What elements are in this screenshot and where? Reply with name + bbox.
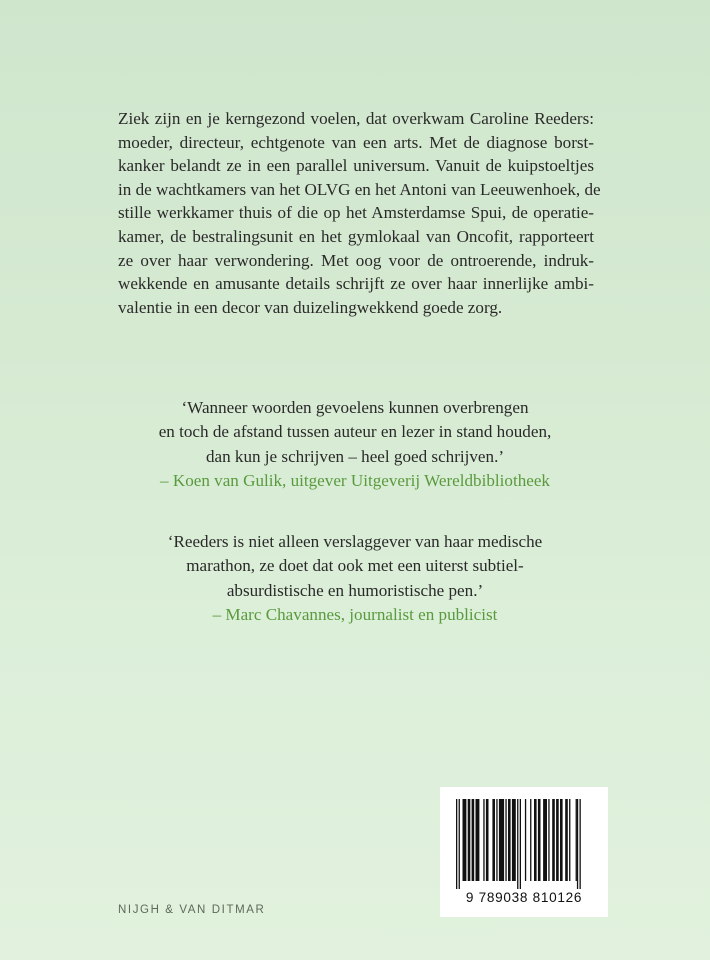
- blurb-line: in de wachtkamers van het OLVG en het Antoni van Leeuwenhoek, de: [118, 179, 601, 199]
- barcode-bar: [472, 799, 475, 881]
- quote-line: marathon, ze doet dat ook met een uiterst subtiel-: [186, 556, 524, 576]
- quote-line: en toch de afstand tussen auteur en lezer in stand houden,: [158, 422, 552, 442]
- quote-attribution: – Marc Chavannes, journalist en publicist: [212, 605, 498, 625]
- blurb-line: wekkende en amusante details schrijft ze over haar innerlijke ambi-: [118, 274, 594, 294]
- blurb-paragraph: [118, 107, 601, 319]
- barcode-bar: [534, 799, 537, 881]
- barcode-bar: [520, 799, 521, 889]
- barcode-bar: [565, 799, 568, 881]
- barcode-bar: [556, 799, 559, 881]
- barcode-bar: [577, 799, 578, 889]
- blurb-line: kamer, de bestralingsunit en het gymlokaal van Oncofit, rapporteert: [118, 226, 594, 246]
- barcode-bar: [459, 799, 460, 889]
- quote-line: ‘Wanneer woorden gevoelens kunnen overbrengen: [181, 398, 529, 417]
- barcode-bar: [456, 799, 457, 889]
- isbn-number: 9 789038 810126: [465, 890, 583, 905]
- blurb-line: stille werkkamer thuis of die op het Amsterdamse Spui, de operatie-: [118, 203, 594, 223]
- quote-line: dan kun je schrijven – heel goed schrijven.’: [205, 446, 505, 466]
- blurb-line: moeder, directeur, echtgenote van een arts. Met de diagnose borst-: [118, 132, 594, 152]
- publisher-name: NIJGH & VAN DITMAR: [118, 904, 266, 916]
- barcode-bar: [548, 799, 549, 881]
- blurb-line: ze over haar verwondering. Met oog voor de ontroerende, indruk-: [118, 250, 594, 270]
- barcode-bar: [538, 799, 541, 881]
- barcode-bar: [530, 799, 531, 881]
- barcode-bar: [476, 799, 480, 881]
- barcode-bars-icon: [452, 799, 596, 889]
- barcode-bar: [525, 799, 526, 881]
- quote-line: ‘Reeders is niet alleen verslaggever van haar medische: [167, 532, 543, 551]
- barcode-bar: [569, 799, 570, 881]
- blurb-line: kanker belandt ze in een parallel universum. Vanuit de kuipstoeltjes: [118, 156, 594, 176]
- barcode-bar: [468, 799, 471, 881]
- barcode-bar: [499, 799, 504, 881]
- barcode-bar: [512, 799, 516, 881]
- barcode-bar: [486, 799, 489, 881]
- barcode-bar: [576, 799, 577, 881]
- barcode-bar: [580, 799, 581, 889]
- barcode-bar: [517, 799, 518, 889]
- barcode-bar: [463, 799, 467, 881]
- barcode-bar: [483, 799, 484, 881]
- quote-attribution: – Koen van Gulik, uitgever Uitgeverij Wereldbibliotheek: [160, 471, 550, 491]
- barcode-bar: [552, 799, 555, 881]
- barcode-bar: [508, 799, 511, 881]
- isbn-barcode: [440, 787, 608, 917]
- barcode-bar: [496, 799, 497, 881]
- quote-line: absurdistische en humoristische pen.’: [226, 580, 484, 600]
- review-quote: [0, 396, 710, 494]
- review-quote: [0, 530, 710, 628]
- barcode-bar: [560, 799, 563, 881]
- blurb-line: Ziek zijn en je kerngezond voelen, dat overkwam Caroline Reeders:: [118, 109, 594, 128]
- blurb-line: valentie in een decor van duizelingwekkend goede zorg.: [118, 297, 503, 317]
- barcode-bar: [492, 799, 495, 881]
- barcode-bar: [505, 799, 506, 881]
- barcode-bar: [543, 799, 547, 881]
